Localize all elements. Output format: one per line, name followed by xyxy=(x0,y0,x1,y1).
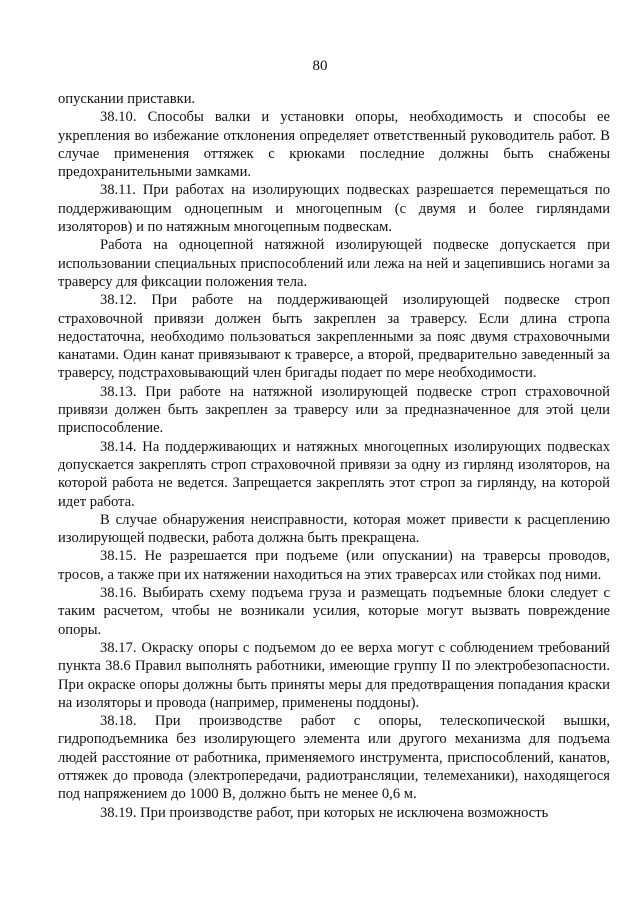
paragraph-38-14-note: В случае обнаружения неисправности, которая может привести к расцеплению изолирующей подвески, работа должна быть прекращена. xyxy=(58,511,610,547)
paragraph-38-14: 38.14. На поддерживающих и натяжных многоцепных изолирующих подвесках допускается закреплять строп страховочной привязи за одну из гирлянд изоляторов, на которой работа не ведется. Запрещается закреплять этот строп за гирлянду, на которой идет работа. xyxy=(58,438,610,510)
paragraph-38-12: 38.12. При работе на поддерживающей изолирующей подвеске строп страховочной привязи должен быть закреплен за траверсу. Если длина стропа недостаточна, необходимо пользоваться закрепленными за пояс двумя страховочными канатами. Один канат привязывают к траверсе, а второй, предварительно заведенный за траверсу, подстраховывающий член бригады подает по мере необходимости. xyxy=(58,292,610,382)
paragraph-continuation: опускании приставки. xyxy=(58,91,196,107)
paragraph-38-10: 38.10. Способы валки и установки опоры, необходимость и способы ее укрепления во избежание отклонения определяет ответственный руководитель работ. В случае применения оттяжек с крюками последние должны быть снабжены предохранительными замками. xyxy=(58,109,610,181)
paragraph-38-11: 38.11. При работах на изолирующих подвесках разрешается перемещаться по поддерживающим одноцепным и многоцепным (с двумя и более гирляндами изоляторов) и по натяжным многоцепным подвескам. xyxy=(58,182,610,236)
paragraph-38-16: 38.16. Выбирать схему подъема груза и размещать подъемные блоки следует с таким расчетом, чтобы не возникали усилия, которые могут вызвать повреждение опоры. xyxy=(58,585,610,638)
paragraph-38-11-note: Работа на одноцепной натяжной изолирующей подвеске допускается при использовании специальных приспособлений или лежа на ней и зацепившись ногами за траверсу для фиксации положения тела. xyxy=(58,237,610,290)
paragraph-38-18: 38.18. При производстве работ с опоры, телескопической вышки, гидроподъемника без изолирующего элемента или другого механизма для подъема людей расстояние от работника, применяемого инструмента, приспособлений, канатов, оттяжек до провода (электропередачи, радиотрансляции, телемеханики), находящегося под напряжением до 1000 В, должно быть не менее 0,6 м. xyxy=(58,713,610,803)
paragraph-38-17: 38.17. Окраску опоры с подъемом до ее верха могут с соблюдением требований пункта 38.6 Правил выполнять работники, имеющие группу II по электробезопасности. При окраске опоры должны быть приняты меры для предотвращения попадания краски на изоляторы и провода (например, применены поддоны). xyxy=(58,639,610,711)
document-body xyxy=(58,90,610,822)
paragraph-38-19: 38.19. При производстве работ, при которых не исключена возможность xyxy=(100,804,549,821)
paragraph-38-15: 38.15. Не разрешается при подъеме (или опускании) на траверсы проводов, тросов, а также при их натяжении находиться на этих траверсах или стойках под ними. xyxy=(58,548,610,583)
page-number: 80 xyxy=(312,58,328,74)
paragraph-38-13: 38.13. При работе на натяжной изолирующей подвеске строп страховочной привязи должен быть закреплен за траверсу или за предназначенное для этой цели приспособление. xyxy=(58,383,610,437)
